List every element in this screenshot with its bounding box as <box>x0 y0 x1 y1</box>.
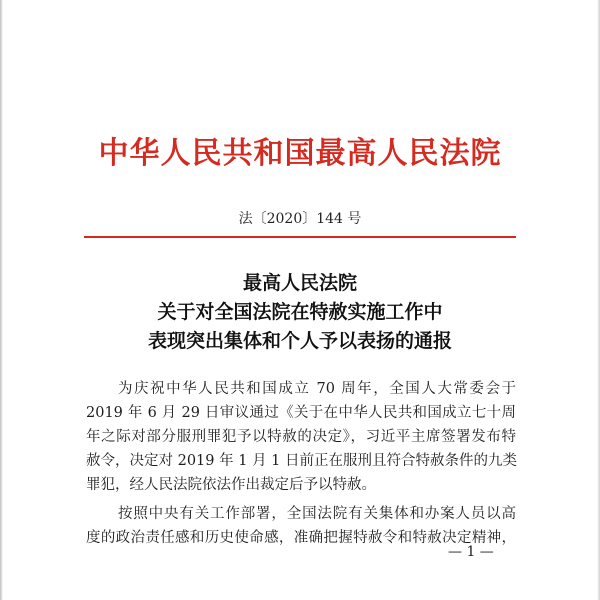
page-number: — 1 — <box>448 544 494 560</box>
body-line-1: 为庆祝中华人民共和国成立 70 周年，全国人大常委会于 <box>118 381 516 397</box>
body-line-2: 2019 年 6 月 29 日审议通过《关于在中华人民共和国成立七十周 <box>86 405 516 421</box>
issuing-authority-header: 中华人民共和国最高人民法院 <box>98 136 502 171</box>
body-line-3: 年之际对部分服刑罪犯予以特赦的决定》，习近平主席签署发布特 <box>86 429 516 445</box>
document-number: 法〔2020〕144 号 <box>238 211 362 227</box>
title-line-3: 表现突出集体和个人予以表扬的通报 <box>147 330 452 352</box>
body-line-6: 按照中央有关工作部署，全国法院有关集体和办案人员以高 <box>118 506 516 522</box>
title-line-1: 最高人民法院 <box>242 272 357 294</box>
body-line-7: 度的政治责任感和历史使命感，准确把握特赦令和特赦决定精神， <box>86 530 516 546</box>
body-line-5: 罪犯，经人民法院依法作出裁定后予以特赦。 <box>86 477 376 493</box>
red-divider-line <box>84 236 516 238</box>
title-line-2: 关于对全国法院在特赦实施工作中 <box>157 301 443 323</box>
body-line-4: 赦令，决定对 2019 年 1 月 1 日前正在服刑且符合特赦条件的九类 <box>86 453 518 469</box>
